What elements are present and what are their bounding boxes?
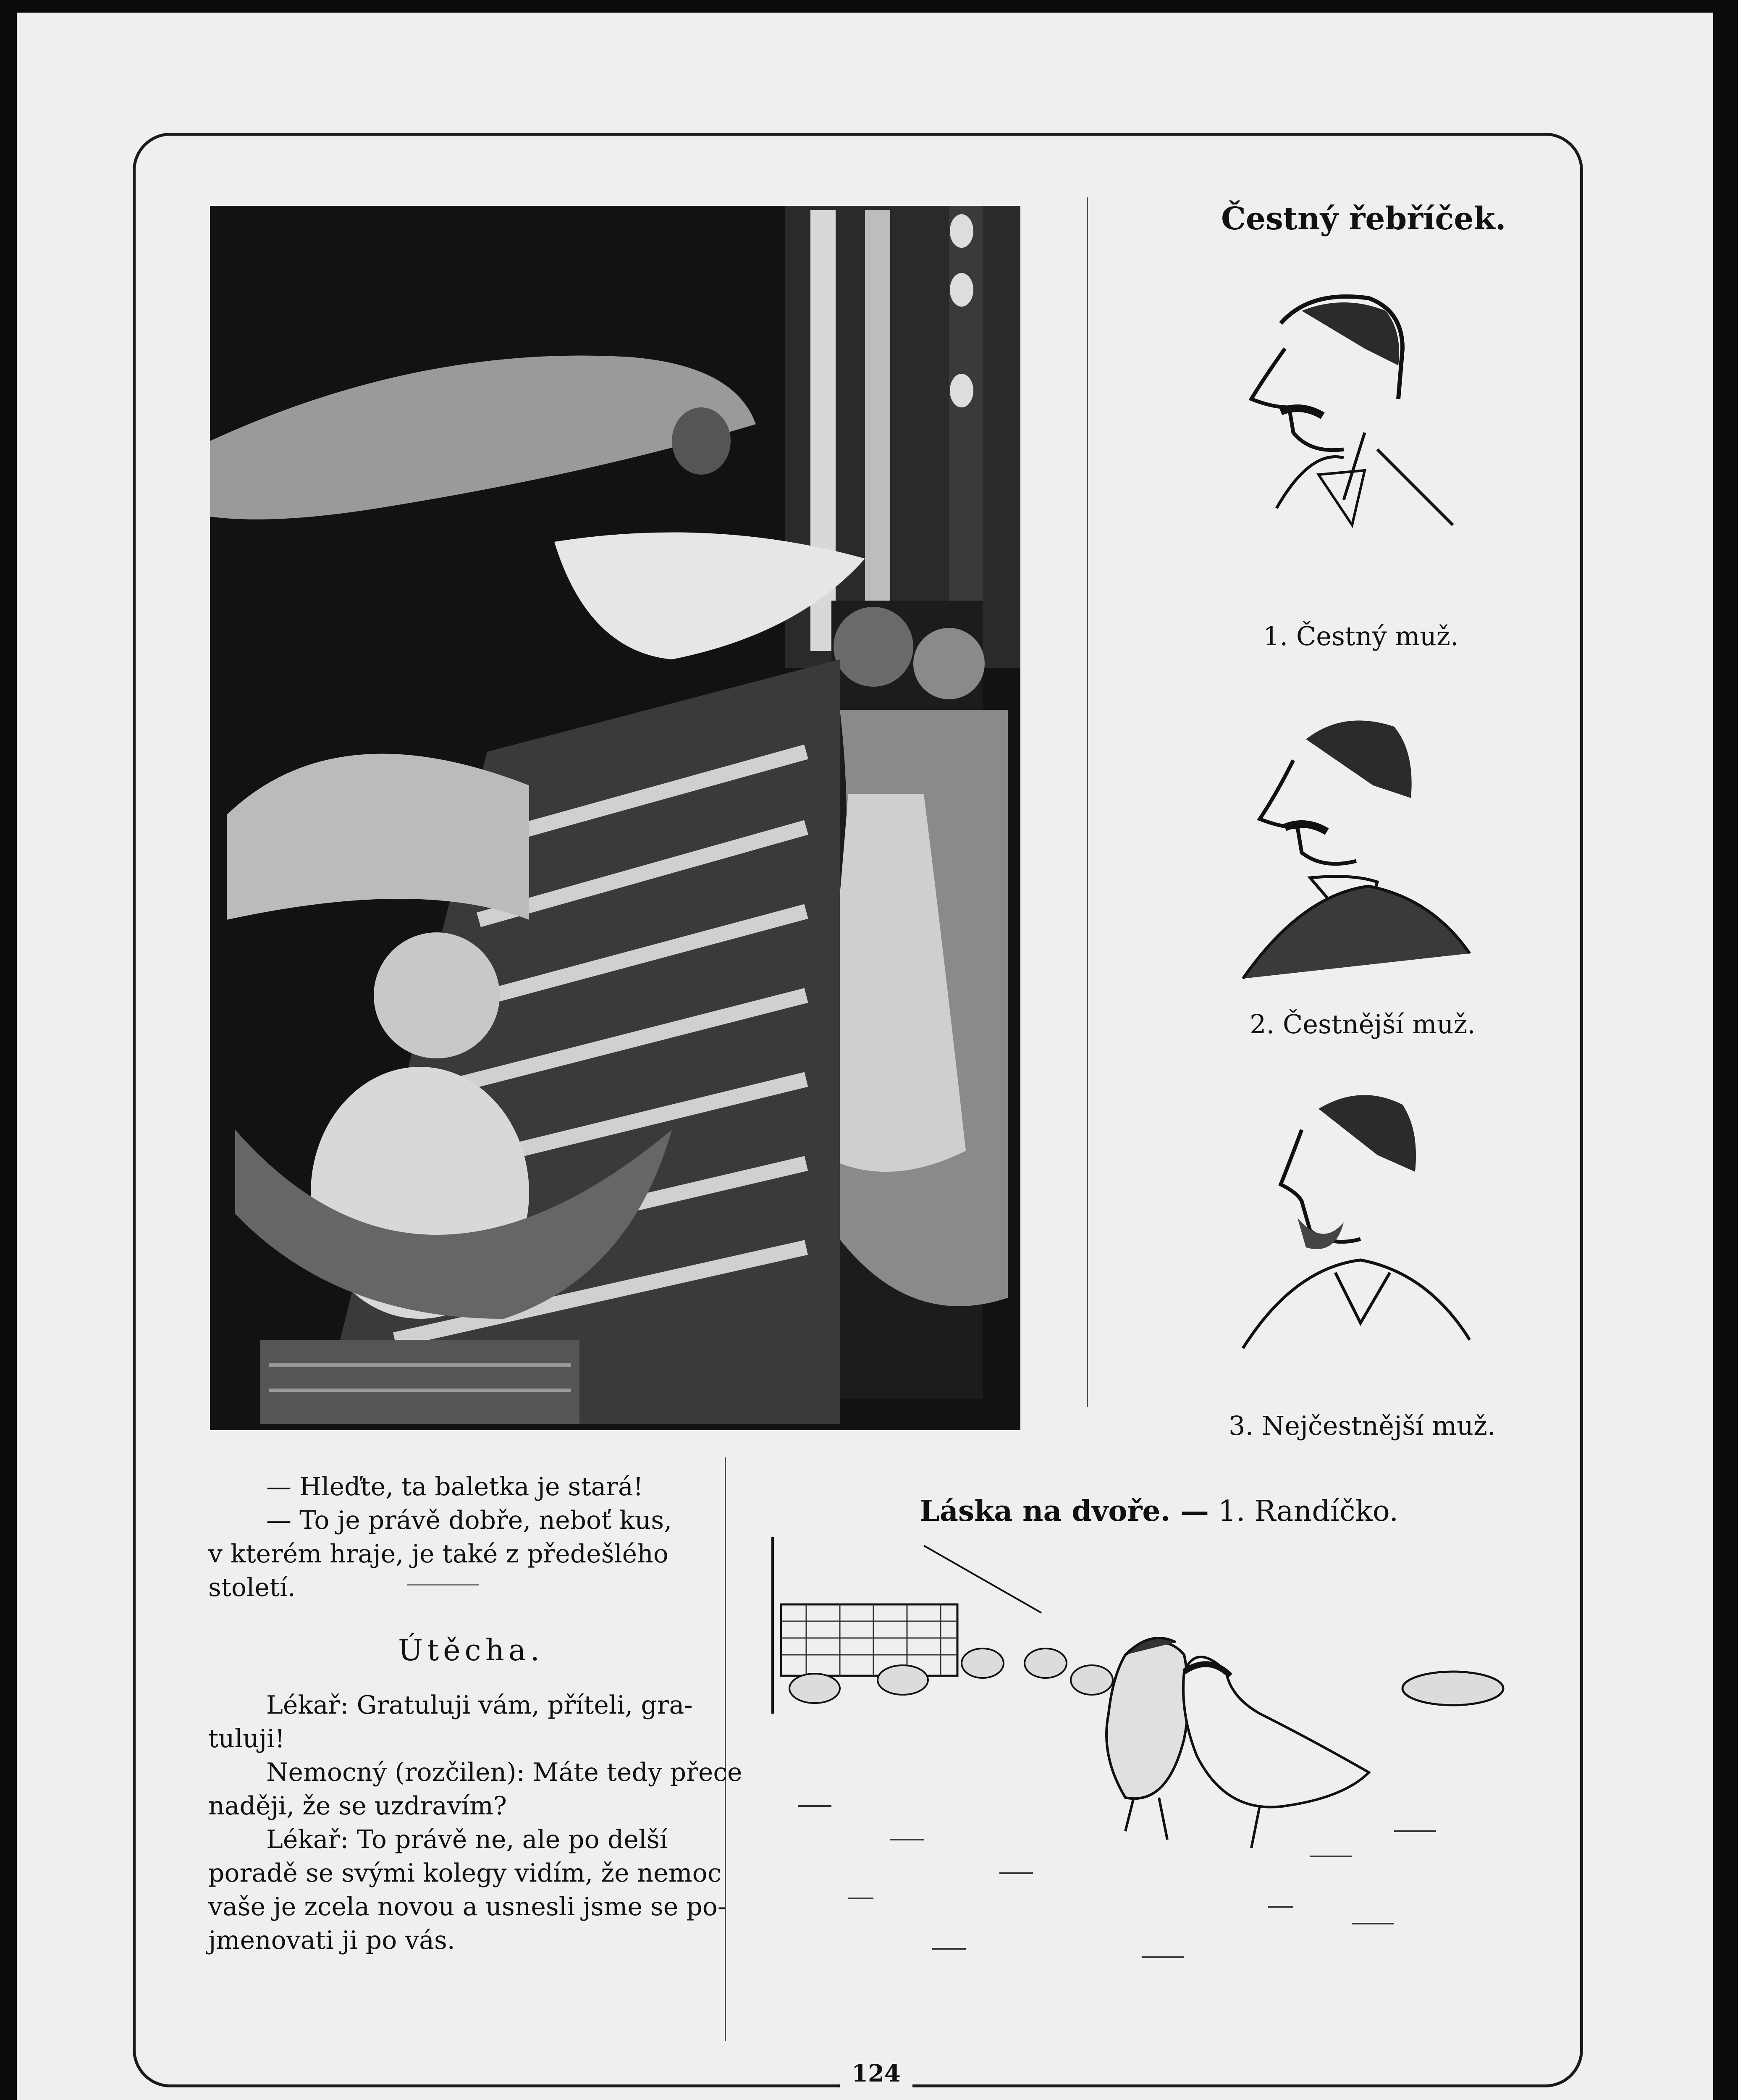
dialogue-line-2c: století. bbox=[208, 1573, 296, 1602]
cartoon-heading-rest: 1. Randíčko. bbox=[1218, 1495, 1399, 1528]
cartoon-heading-bold: Láska na dvoře. — bbox=[920, 1494, 1209, 1528]
ballet-illustration-icon bbox=[210, 206, 1020, 1430]
utecha-line-6: poradě se svými kolegy vidím, že nemoc bbox=[208, 1858, 722, 1888]
page-number: 124 bbox=[840, 2060, 912, 2087]
honor-ladder-heading: Čestný řebříček. bbox=[1221, 201, 1506, 237]
poultry-yard-illustration-icon bbox=[764, 1537, 1512, 2008]
utecha-line-2: tuluji! bbox=[208, 1724, 285, 1754]
utecha-line-7: vaše je zcela novou a usnesli jsme se po- bbox=[208, 1892, 726, 1922]
utecha-title: Útěcha. bbox=[398, 1633, 544, 1667]
portrait-2-icon bbox=[1235, 701, 1486, 995]
utecha-line-5: Lékař: To právě ne, ale po delší bbox=[266, 1825, 668, 1854]
magazine-page bbox=[17, 13, 1713, 2100]
portrait-2-caption: 2. Čestnější muž. bbox=[1250, 1009, 1476, 1040]
portrait-1-icon bbox=[1226, 273, 1486, 596]
portrait-1-caption: 1. Čestný muž. bbox=[1263, 621, 1459, 651]
portrait-3-icon bbox=[1235, 1071, 1486, 1373]
section-rule bbox=[407, 1584, 479, 1586]
utecha-line-3: Nemocný (rozčilen): Máte tedy přece bbox=[266, 1758, 742, 1787]
utecha-line-1: Lékař: Gratuluji vám, příteli, gra- bbox=[266, 1690, 693, 1720]
dialogue-line-2b: v kterém hraje, je také z předešlého bbox=[208, 1539, 668, 1569]
utecha-line-8: jmenovati ji po vás. bbox=[208, 1926, 455, 1955]
dialogue-line-2a: — To je právě dobře, neboť kus, bbox=[266, 1506, 672, 1535]
utecha-line-4: naději, že se uzdravím? bbox=[208, 1791, 507, 1821]
cartoon-heading bbox=[920, 1494, 1398, 1528]
column-divider-upper bbox=[1087, 197, 1088, 1407]
dialogue-line-1: — Hleďte, ta baletka je stará! bbox=[266, 1472, 643, 1502]
portrait-3-caption: 3. Nejčestnější muž. bbox=[1229, 1410, 1496, 1441]
column-divider-lower bbox=[725, 1457, 726, 2041]
